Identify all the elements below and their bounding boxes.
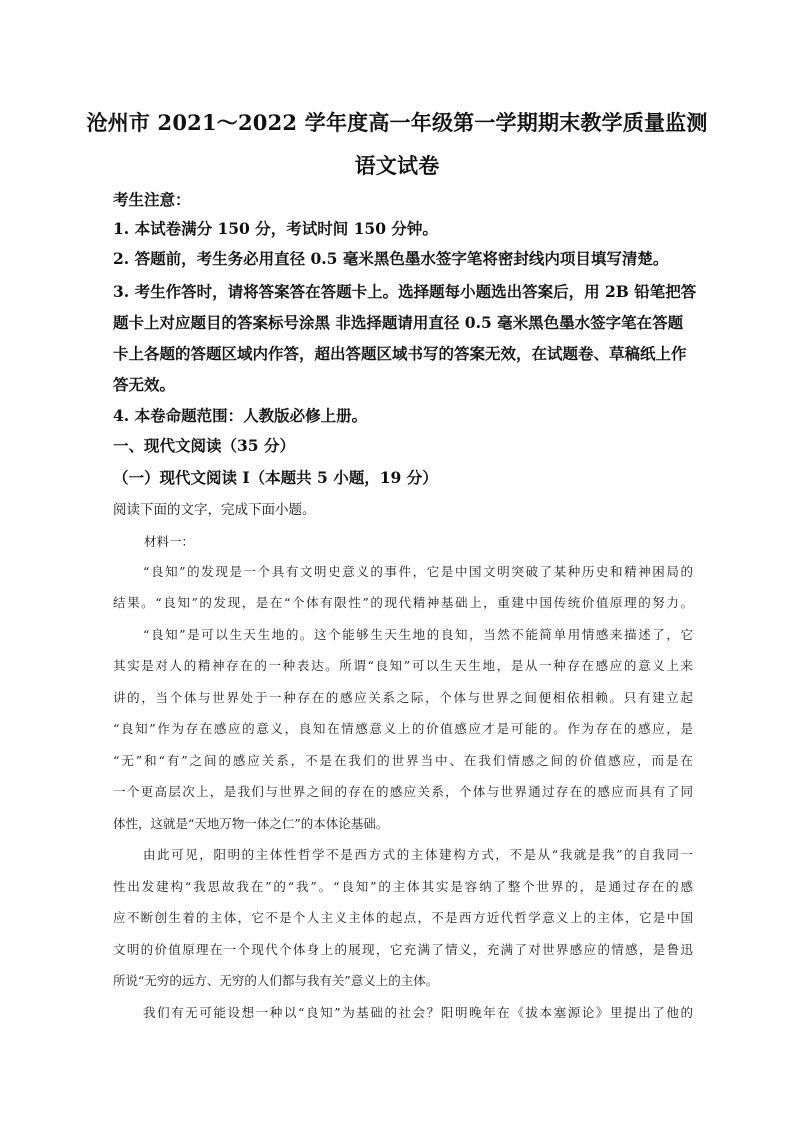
note-item-1: 1. 本试卷满分 150 分，考试时间 150 分钟。 [113, 219, 438, 238]
note-item-2: 2. 答题前，考生务必用直径 0.5 毫米黑色墨水签字笔将密封线内项目填写清楚。 [113, 249, 669, 268]
passage-p2-line-4: “良知”作为存在感应的意义，良知在情感意义上的价值感应才是可能的。作为存在的感应，是 [113, 721, 693, 736]
note-item-4: 4. 本卷命题范围：人教版必修上册。 [113, 406, 368, 425]
passage-p2-line-6: 一个更高层次上，是我们与世界之间的存在的感应关系，个体与世界通过存在的感应而具有了同 [113, 784, 693, 799]
note-item-3-line-2: 题卡上对应题目的答案标号涂黑 非选择题请用直径 0.5 毫米黑色墨水签字笔在答题 [113, 313, 684, 332]
passage-p3-line-2: 性出发建构“我思故我在”的“我”。“良知”的主体其实是容纳了整个世界的，是通过存在的感 [113, 879, 693, 894]
passage-p2-line-7: 体性，这就是“天地万物一体之仁”的本体论基础。 [113, 816, 389, 831]
reading-instruction: 阅读下面的文字，完成下面小题。 [113, 502, 316, 518]
passage-p2-line-5: “无”和“有”之间的感应关系，不是在我们的世界当中、在我们情感之间的价值感应，而是在 [113, 753, 693, 768]
section-heading: 一、现代文阅读（35 分） [113, 436, 295, 455]
exam-title: 沧州市 2021～2022 学年度高一年级第一学期期末教学质量监测 [86, 110, 708, 135]
passage-p3-line-5: 所说“无穷的远方、无穷的人们都与我有关”意义上的主体。 [113, 973, 439, 988]
passage-p1-line-1: “良知”的发现是一个具有文明史意义的事件，它是中国文明突破了某种历史和精神困局的 [143, 564, 693, 579]
passage-p1-line-2: 结果。“良知”的发现，是在“个体有限性”的现代精神基础上，重建中国传统价值原理的努力。 [113, 595, 693, 610]
passage-p2-line-1: “良知”是可以生天生地的。这个能够生天生地的良知，当然不能简单用情感来描述了，它 [143, 627, 693, 642]
exam-subtitle: 语文试卷 [354, 153, 440, 178]
note-item-3-line-1: 3. 考生作答时，请将答案答在答题卡上。选择题每小题选出答案后，用 2B 铅笔把答 [113, 282, 697, 301]
passage-p3-line-1: 由此可见，阳明的主体性哲学不是西方式的主体建构方式，不是从“我就是我”的自我同一 [143, 847, 693, 862]
passage-p2-line-3: 讲的，当个体与世界处于一种存在的感应关系之际，个体与世界之间便相依相赖。只有建立起 [113, 690, 693, 705]
material-label: 材料一： [144, 534, 195, 549]
notes-heading: 考生注意： [113, 190, 191, 209]
passage-p3-line-3: 应不断创生着的主体，它不是个人主义主体的起点，不是西方近代哲学意义上的主体，它是中国 [113, 910, 693, 925]
note-item-3-line-3: 卡上各题的答题区域内作答，超出答题区域书写的答案无效，在试题卷、草稿纸上作 [113, 344, 687, 363]
passage-p4-line-1: 我们有无可能设想一种以“良知”为基础的社会？阳明晚年在《拔本塞源论》里提出了他的 [143, 1005, 693, 1020]
passage-p3-line-4: 文明的价值原理在一个现代个体身上的展现，它充满了情义，充满了对世界感应的情感，是鲁迅 [113, 942, 693, 957]
note-item-3-line-4: 答无效。 [113, 375, 176, 394]
subsection-heading: （一）现代文阅读 I（本题共 5 小题，19 分） [113, 468, 438, 487]
passage-p2-line-2: 其实是对人的精神存在的一种表达。所谓“良知”可以生天生地，是从一种存在感应的意义上来 [113, 658, 693, 673]
